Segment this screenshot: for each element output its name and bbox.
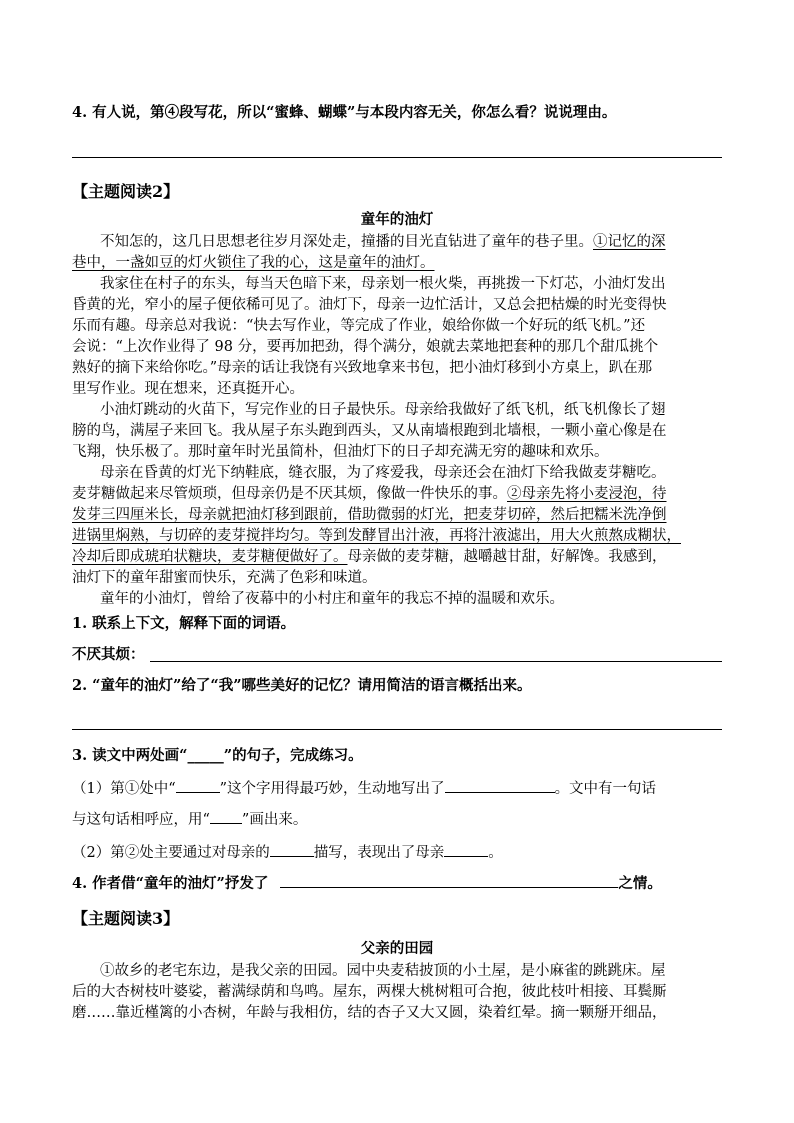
underlined-sentence-2: 冷却后即成琥珀状糖块，麦芽糖便做好了。: [72, 549, 348, 565]
blank-description[interactable]: [270, 842, 314, 857]
question-3: 3. 读文中两处画“_____”的句子，完成练习。: [72, 747, 363, 764]
blank-effect[interactable]: [445, 778, 555, 793]
answer-line: [72, 157, 722, 158]
answer-line-q2[interactable]: [72, 729, 722, 730]
paragraph-line: 小油灯跳动的火苗下，写完作业的日子最快乐。母亲给我做好了纸飞机，纸飞机像长了翅: [100, 402, 666, 418]
paragraph-line: 不知怎的，这几日思想老往岁月深处走，撞播的目光直钻进了童年的巷子里。①记忆的深: [100, 234, 666, 250]
underlined-sentence-1: ①记忆的深: [593, 234, 666, 250]
blank-mark: [210, 809, 242, 824]
underlined-sentence-2: ②母亲先将小麦浸泡，待: [507, 486, 667, 502]
article-title-2: 童年的油灯: [360, 211, 434, 228]
question-3-part-1: （1）第①处中“ ”这个字用得最巧妙，生动地写出了 。文中有一句话: [72, 778, 722, 799]
underlined-sentence-1: 巷中，一盏如豆的灯火锁住了我的心，这是童年的油灯。: [72, 255, 435, 271]
underlined-sentence-2: 发芽三四厘米长，母亲就把油灯移到跟前，借助微弱的灯光，把麦芽切碎，然后把糯米洗净倒: [72, 507, 667, 523]
paragraph-line: 里写作业。现在想来，还真挺开心。: [72, 381, 304, 397]
article-title-3: 父亲的田园: [360, 940, 434, 957]
question-1-term: 不厌其烦：: [72, 646, 145, 663]
paragraph-line: 童年的小油灯，曾给了夜幕中的小村庄和童年的我忘不掉的温暖和欢乐。: [100, 591, 564, 607]
paragraph-line: 会说：“上次作业得了 98 分，要再加把劲，得个满分，娘就去菜地把套种的那几个甜瓜挑个: [72, 339, 659, 355]
paragraph-line: 油灯下的童年甜蜜而快乐，充满了色彩和味道。: [72, 570, 377, 586]
section-heading-2: 【主题阅读2】: [72, 182, 180, 201]
paragraph-line: ①故乡的老宅东边，是我父亲的田园。园中央麦秸披顶的小土屋，是小麻雀的跳跳床。屋: [100, 963, 666, 979]
paragraph-line: 麦芽糖做起来尽管烦琐，但母亲仍是不厌其烦，像做一件快乐的事。②母亲先将小麦浸泡，待: [72, 486, 667, 502]
underlined-sentence-2: 进锅里焖熟，与切碎的麦芽搅拌均匀。等到发酵冒出汁液，再将汁液滤出，用大火煎熬成糊状，: [72, 528, 681, 544]
question-4-previous: 4. 有人说，第④段写花，所以“蜜蜂、蝴蝶”与本段内容无关，你怎么看？说说理由。: [72, 104, 617, 121]
paragraph-line: 膀的鸟，满屋子来回飞。我从屋子东头跑到西头，又从南墙根跑到北墙根，一颗小童心像是在: [72, 423, 667, 439]
paragraph-line: 飞翔，快乐极了。那时童年时光虽简朴，但油灯下的日子却充满无穷的趣味和欢乐。: [72, 444, 609, 460]
section-heading-3: 【主题阅读3】: [72, 909, 180, 928]
paragraph-line: 母亲在昏黄的灯光下纳鞋底，缝衣服，为了疼爱我，母亲还会在油灯下给我做麦芽糖吃。: [100, 465, 666, 481]
question-3-part-2: （2）第②处主要通过对母亲的 描写，表现出了母亲 。: [72, 842, 722, 863]
paragraph-line: 乐而有趣。母亲总对我说：“快去写作业，等完成了作业，娘给你做一个好玩的纸飞机。”还: [72, 318, 646, 334]
question-3-part-1-cont: 与这句话相呼应，用“ ”画出来。: [72, 809, 722, 830]
answer-line-q1[interactable]: [150, 661, 722, 662]
paragraph-line: 后的大杏树枝叶婆娑，蓄满绿荫和鸟鸣。屋东，两棵大桃树粗可合抱，彼此枝叶相接、耳鬓厮: [72, 984, 667, 1000]
question-4: 4. 作者借“童年的油灯”抒发了 之情。: [72, 875, 662, 892]
blank-emotion[interactable]: [280, 873, 618, 888]
paragraph-line: 冷却后即成琥珀状糖块，麦芽糖便做好了。母亲做的麦芽糖，越嚼越甘甜，好解馋。我感到，: [72, 549, 667, 565]
paragraph-line: 熟好的摘下来给你吃。”母亲的话让我饶有兴致地拿来书包，把小油灯移到小方桌上，趴在那: [72, 360, 653, 376]
blank-character[interactable]: [176, 778, 220, 793]
blank-mother-trait[interactable]: [444, 842, 488, 857]
paragraph-line: 我家住在村子的东头，每当天色暗下来，母亲划一根火柴，再挑拨一下灯芯，小油灯发出: [100, 276, 666, 292]
paragraph-line: 磨……靠近槿篱的小杏树，年龄与我相仿，结的杏子又大又圆，染着红晕。摘一颗掰开细品，: [72, 1005, 667, 1021]
question-1: 1. 联系上下文，解释下面的词语。: [72, 615, 296, 632]
question-2: 2. “童年的油灯”给了“我”哪些美好的记忆？请用简洁的语言概括出来。: [72, 677, 532, 694]
paragraph-line: [72, 253, 722, 273]
paragraph-line: 昏黄的光，窄小的屋子便依稀可见了。油灯下，母亲一边忙活计，又总会把枯燥的时光变得快: [72, 297, 667, 313]
